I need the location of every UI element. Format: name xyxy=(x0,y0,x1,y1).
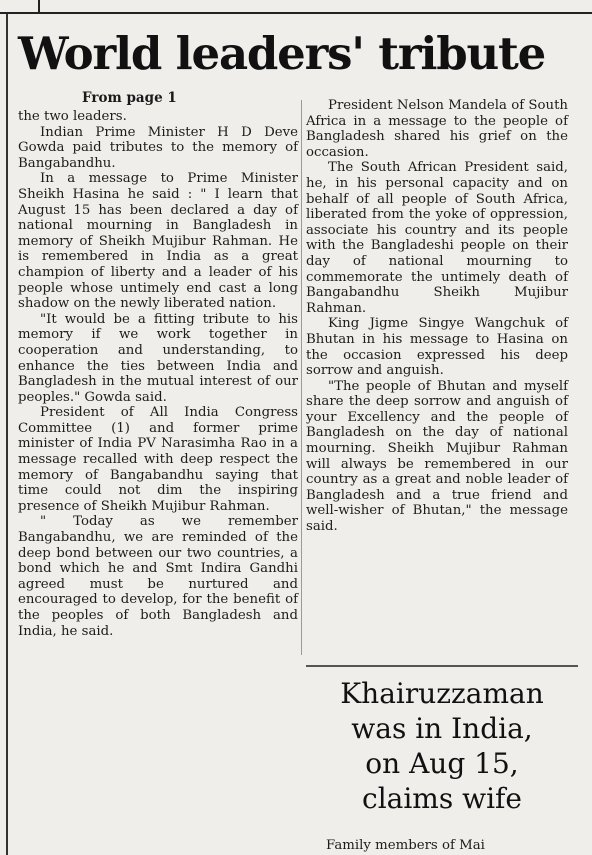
paragraph: In a message to Prime Minister Sheikh Hasina he said : " I learn that August 15 has been declared a day of national mourning in Bangladesh in memory of Sheikh Mujibur Rahman. He is remembered in India as a great champion of liberty and a leader of his people whose untimely end cast a long shadow on the newly liberated nation. xyxy=(18,171,298,312)
section-divider xyxy=(306,665,578,667)
headline-line: was in India, xyxy=(351,712,533,745)
top-border-rule xyxy=(0,0,592,14)
second-article-teaser: Family members of Mai xyxy=(326,838,485,853)
second-article-headline xyxy=(306,676,578,816)
paragraph: the two leaders. xyxy=(18,109,127,124)
paragraph: King Jigme Singye Wangchuk of Bhutan in his message to Hasina on the occasion expressed his deep sorrow and anguish. xyxy=(306,316,568,379)
article-headline: World leaders' tribute xyxy=(18,27,546,80)
paragraph: "It would be a fitting tribute to his memory if we work together in cooperation and understanding, to enhance the ties between India and Bangladesh in the mutual interest of our peoples." Gowda said. xyxy=(18,311,298,405)
paragraph: President of All India Congress Committee (1) and former prime minister of India PV Narasimha Rao in a message recalled with deep respect the memory of Bangabandhu saying that time could not dim the inspiring presence of Sheikh Mujibur Rahman. xyxy=(18,405,298,514)
top-corner-rule xyxy=(0,0,40,12)
paragraph: "The people of Bhutan and myself share the deep sorrow and anguish of your Excellency and the people of Bangladesh on the day of national mourning. Sheikh Mujibur Rahman will always be remembered in our country as a great and noble leader of Bangladesh and a true friend and well-wisher of Bhutan," the message said. xyxy=(306,378,568,535)
left-border-rule xyxy=(6,14,8,855)
headline-line: claims wife xyxy=(362,782,522,815)
article-left-column xyxy=(18,109,298,639)
continuation-line: From page 1 xyxy=(82,90,177,106)
paragraph: The South African President said, he, in his personal capacity and on behalf of all people of South Africa, liberated from the yoke of oppression, associate his country and its people with the Bangladeshi people on their day of national mourning to commemorate the untimely death of Bangabandhu Sheikh Mujibur Rahman. xyxy=(306,160,568,316)
paragraph: " Today as we remember Bangabandhu, we are reminded of the deep bond between our two countries, a bond which he and Smt Indira Gandhi agreed must be nurtured and encouraged to develop, for the benefit of the peoples of both Bangladesh and India, he said. xyxy=(18,514,298,639)
paragraph: President Nelson Mandela of South Africa in a message to the people of Bangladesh shared his grief on the occasion. xyxy=(306,98,568,160)
article-right-column xyxy=(306,98,568,535)
paragraph: Indian Prime Minister H D Deve Gowda paid tributes to the memory of Bangabandhu. xyxy=(18,124,298,171)
headline-line: Khairuzzaman xyxy=(340,677,544,710)
headline-line: on Aug 15, xyxy=(365,747,519,780)
column-divider xyxy=(301,100,302,655)
